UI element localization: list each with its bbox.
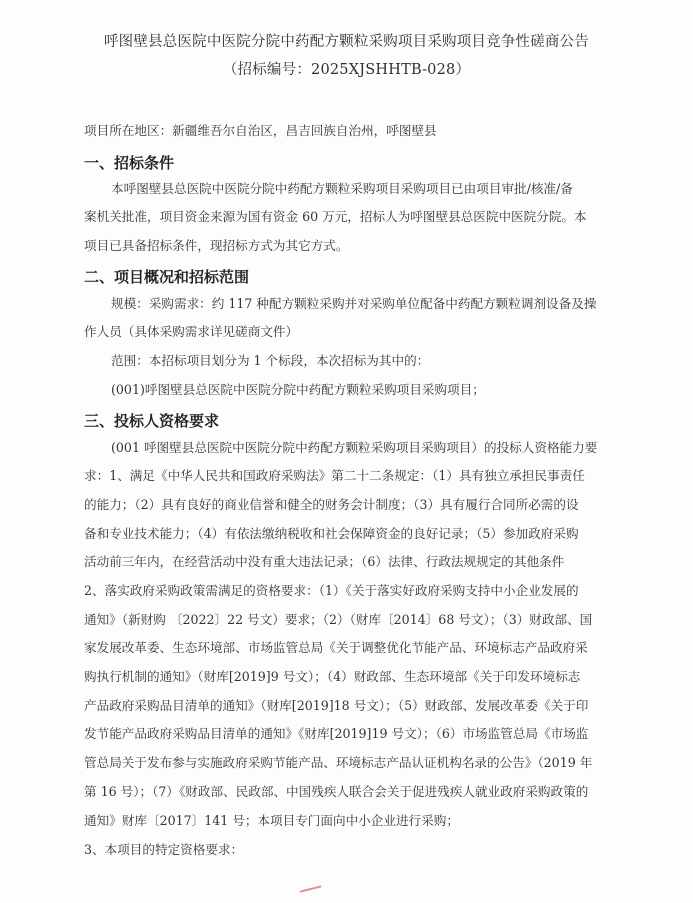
paragraph-line: 案机关批准，项目资金来源为国有资金 60 万元，招标人为呼图壁县总医院中医院分院。本 xyxy=(84,209,587,224)
section-heading-3: 三、投标人资格要求 xyxy=(84,412,220,430)
paragraph-line: 通知》财库〔2017〕141 号；本项目专门面向中小企业进行采购； xyxy=(84,813,459,828)
document-subtitle: （招标编号：2025XJSHHTB-028） xyxy=(222,62,471,78)
paragraph-line: (001 呼图壁县总医院中医院分院中药配方颗粒采购项目采购项目）的投标人资格能力要 xyxy=(111,440,598,455)
stamp-mark-fragment xyxy=(300,885,323,896)
paragraph-line: 项目已具备招标条件，现招标方式为其它方式。 xyxy=(84,238,349,253)
paragraph-line: 管总局关于发布参与实施政府采购节能产品、环境标志产品认证机构名录的公告》（2019 年 xyxy=(84,755,593,770)
paragraph-line: 规模：采购需求：约 117 种配方颗粒采购并对采购单位配备中药配方颗粒调剂设备及操 xyxy=(111,296,597,311)
paragraph-line: 范围：本招标项目划分为 1 个标段，本次招标为其中的： xyxy=(111,353,430,368)
paragraph-line: 发节能产品政府采购品目清单的通知》《财库[2019]19 号文）；（6）市场监管总局《市场监 xyxy=(84,726,589,741)
paragraph-line: 3、本项目的特定资格要求： xyxy=(84,842,244,857)
paragraph-line: 作人员（具体采购需求详见磋商文件） xyxy=(84,324,299,339)
paragraph-line: 家发展改革委、生态环境部、市场监管总局《关于调整优化节能产品、环境标志产品政府采 xyxy=(84,640,588,655)
document-title: 呼图壁县总医院中医院分院中药配方颗粒采购项目采购项目竞争性磋商公告 xyxy=(103,34,590,50)
paragraph-line: (001)呼图壁县总医院中医院分院中药配方颗粒采购项目采购项目； xyxy=(111,382,485,397)
section-heading-1: 一、招标条件 xyxy=(84,154,175,172)
section-heading-2: 二、项目概况和招标范围 xyxy=(84,268,250,286)
paragraph-line: 活动前三年内，在经营活动中没有重大违法记录；（6）法律、行政法规规定的其他条件 xyxy=(84,554,565,569)
project-location: 项目所在地区：新疆维吾尔自治区，昌吉回族自治州，呼图壁县 xyxy=(84,123,437,138)
paragraph-line: 购执行机制的通知》（财库[2019]9 号文）；（4）财政部、生态环境部《关于印发环境标志 xyxy=(84,669,581,684)
paragraph-line: 2、落实政府采购政策需满足的资格要求：（1）《关于落实好政府采购支持中小企业发展的 xyxy=(84,583,579,598)
paragraph-line: 产品政府采购品目清单的通知》（财库[2019]18 号文）；（5）财政部、发展改革委《关于印 xyxy=(84,698,589,713)
paragraph-line: 的能力；（2）具有良好的商业信誉和健全的财务会计制度；（3）具有履行合同所必需的设 xyxy=(84,497,579,512)
paragraph-line: 本呼图壁县总医院中医院分院中药配方颗粒采购项目采购项目已由项目审批/核准/备 xyxy=(111,181,573,196)
paragraph-line: 通知》（新财购 〔2022〕22 号文）要求；（2）（财库〔2014〕68 号文）；（3）财政部、国 xyxy=(84,612,593,627)
paragraph-line: 第 16 号）；（7）《财政部、民政部、中国残疾人联合会关于促进残疾人就业政府采购政策的 xyxy=(84,784,589,799)
paragraph-line: 备和专业技术能力；（4）有依法缴纳税收和社会保障资金的良好记录；（5）参加政府采购 xyxy=(84,526,579,541)
paragraph-line: 求：1、满足《中华人民共和国政府采购法》第二十二条规定：（1）具有独立承担民事责任 xyxy=(84,468,585,483)
